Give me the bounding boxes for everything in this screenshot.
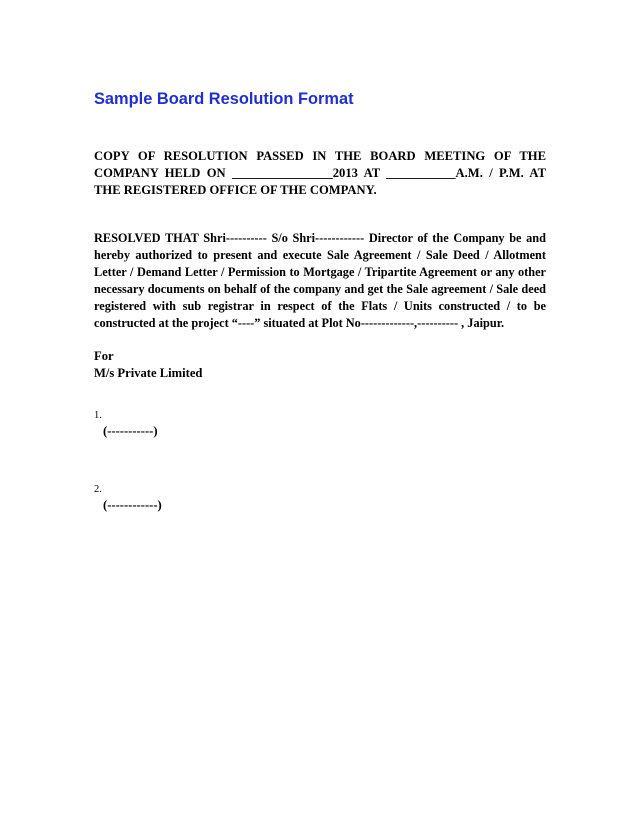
- signoff-block: [94, 348, 546, 382]
- signoff-for-label: For: [94, 349, 114, 363]
- resolution-text: RESOLVED THAT Shri---------- S/o Shri------------ Director of the Company be and hereby authorized to present and execute Sale Agreement / Sale Deed / Allotment Letter / Demand Letter / Permission to Mortgage / Tripartite Agreement or any other necessary documents on behalf of the company and get the Sale agreement / Sale deed registered with sub registrar in respect of the Flats / Units constructed / to be constructed at the project “----” situated at Plot No-------------,---------- , Jaipur.: [94, 231, 546, 330]
- signatory-2: [94, 483, 546, 514]
- signatory-number: 1.: [94, 410, 102, 421]
- signoff-company-name: M/s Private Limited: [94, 366, 203, 380]
- resolution-heading: COPY OF RESOLUTION PASSED IN THE BOARD MEETING OF THE COMPANY HELD ON ________________2013 AT ___________A.M. / P.M. AT THE REGISTERED OFFICE OF THE COMPANY.: [94, 149, 546, 197]
- document-title: Sample Board Resolution Format: [94, 90, 354, 108]
- signatory-name-placeholder: (-----------): [103, 424, 158, 438]
- signatory-number: 2.: [94, 484, 102, 495]
- document-body: [94, 88, 546, 514]
- signatory-1: [94, 409, 546, 440]
- signatory-name-placeholder: (------------): [103, 498, 162, 512]
